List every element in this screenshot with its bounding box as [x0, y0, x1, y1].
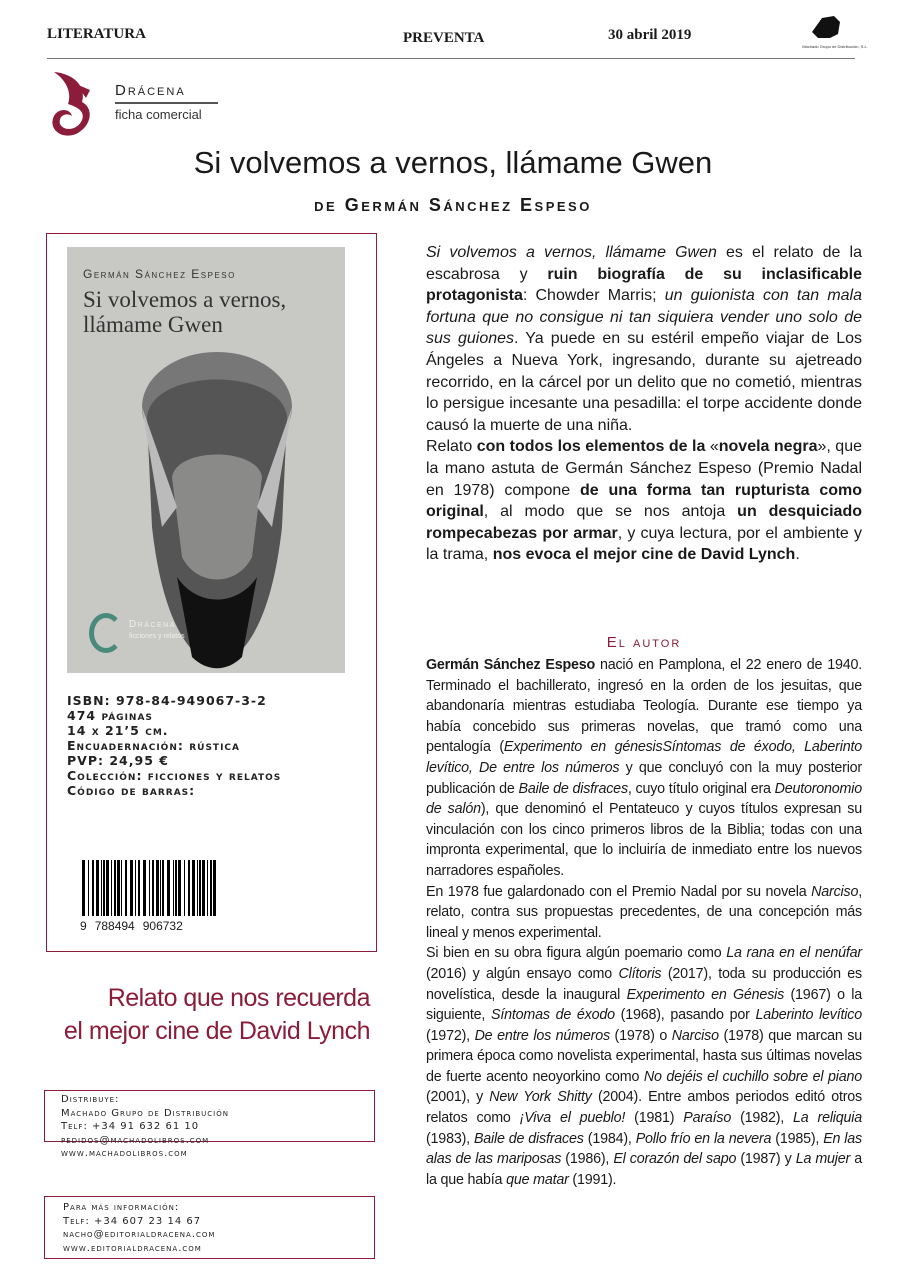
cover-title-line: llámame Gwen: [83, 312, 223, 337]
text-run: .: [795, 546, 800, 564]
text-run: Síntomas de éxodo: [491, 1007, 615, 1024]
text-run: Germán Sánchez Espeso: [426, 657, 596, 673]
book-details: [67, 693, 281, 798]
barcode-bar: [167, 860, 170, 916]
barcode-bar: [117, 860, 120, 916]
synopsis: [426, 242, 862, 566]
text-run: El corazón del sapo: [613, 1151, 737, 1168]
text-run: La rana en el nenúfar: [726, 945, 862, 962]
text-run: (2004). Entre ambos periodos editó otros relatos como: [426, 1089, 862, 1127]
brand-name: Drácena: [115, 82, 186, 99]
contact-line: Telf: +34 607 23 14 67: [63, 1215, 202, 1227]
barcode-bar: [96, 860, 99, 916]
barcode-bar: [192, 860, 195, 916]
detail-line: Encuadernación: rústica: [67, 738, 240, 753]
text-run: (2001), y: [426, 1089, 490, 1106]
text-run: Baile de disfraces: [518, 780, 628, 797]
barcode-bar: [111, 860, 112, 916]
paragraph: [426, 655, 862, 882]
text-run: De entre los números: [474, 1027, 610, 1044]
contact-line: Machado Grupo de Distribución: [61, 1107, 229, 1119]
contact-line: Distribuye:: [61, 1094, 120, 1105]
text-run: que matar: [506, 1171, 569, 1188]
tagline-line: el mejor cine de David Lynch: [63, 1017, 370, 1045]
barcode-bar: [162, 860, 164, 916]
barcode-bar: [82, 860, 85, 916]
text-run: (1982),: [731, 1110, 794, 1127]
text-run: ), que denominó el Pentateuco y cuyos títulos expresan su vinculación con los cinco primeros libros de la Biblia; todas con una impronta experimental, que lo incluiría de inmediato entre los nuevos narradores españoles.: [426, 801, 862, 879]
book-cover: [67, 247, 345, 673]
text-run: (1991).: [568, 1171, 617, 1188]
brand-subtitle: ficha comercial: [115, 107, 202, 122]
text-run: (1968), pasando por: [614, 1007, 756, 1024]
barcode-bar: [199, 860, 201, 916]
barcode-bar: [213, 860, 216, 916]
barcode-digits: 906732: [142, 919, 183, 933]
text-run: Pollo frío en la nevera: [635, 1130, 772, 1147]
text-run: . Ya puede en su estéril empeño viajar de Los Ángeles a Nueva York, ingresando, durante su ajetreado recorrido, en la cárcel por un delito que no cometió, mientras lo persigue incesante una pesadilla: el torpe accidente donde causó la muerte de una niña.: [426, 330, 863, 434]
cover-collection: ficciones y relatos: [129, 633, 185, 640]
barcode-bar: [152, 860, 154, 916]
barcode-bar: [197, 860, 198, 916]
date-label: 30 abril 2019: [608, 27, 692, 43]
text-run: Experimento en génesis: [503, 739, 663, 756]
barcode-bar: [184, 860, 185, 916]
info-box: [44, 1196, 375, 1259]
text-run: La mujer: [795, 1151, 851, 1168]
text-run: es el relato de la escabrosa y: [426, 244, 862, 283]
distribution-box: [44, 1090, 375, 1160]
text-run: En 1978 fue galardonado con el Premio Nadal por su novela: [426, 883, 812, 900]
barcode-digit: 9: [80, 919, 87, 933]
barcode-bar: [160, 860, 161, 916]
text-run: La reliquia: [793, 1110, 862, 1127]
text-run: (1983),: [426, 1130, 474, 1147]
text-run: (1981): [625, 1110, 684, 1127]
text-run: ¡Viva el pueblo!: [519, 1110, 626, 1127]
text-run: : Chowder Marris;: [522, 287, 665, 305]
barcode: [80, 860, 220, 933]
distributor-logo: [800, 10, 870, 50]
text-run: Síntomas de éxodo, Laberinto levítico, De entre los números: [426, 739, 862, 776]
text-run: Laberinto levítico: [755, 1007, 862, 1024]
text-run: nació en Pamplona, el 22 enero de 1940. Terminado el bachillerato, ingresó en la orden de los jesuitas, que abandonaría mientras estudiaba Teología. Durante ese tiempo ya había concebido sus primeras novelas, que tramó como una pentalogía (: [426, 657, 862, 756]
status-label: PREVENTA: [403, 30, 485, 46]
byline: de Germán Sánchez Espeso: [314, 195, 592, 215]
detail-line: 474 páginas: [67, 708, 153, 723]
text-run: , cuyo título original era: [627, 780, 775, 797]
detail-line: Código de barras:: [67, 783, 196, 798]
text-run: Experimento en Génesis: [626, 986, 785, 1003]
contact-line[interactable]: www.machadolibros.com: [61, 1148, 188, 1160]
paragraph: [426, 943, 862, 1190]
brand-divider: [115, 102, 218, 104]
text-run: Paraíso: [683, 1110, 732, 1127]
barcode-bar: [178, 860, 181, 916]
text-run: New York Shitty: [489, 1089, 592, 1106]
barcode-bar: [156, 860, 159, 916]
barcode-bar: [106, 860, 109, 916]
contact-line[interactable]: pedidos@machadolibros.com: [61, 1134, 210, 1146]
text-run: a la que había: [426, 1151, 862, 1188]
barcode-bar: [173, 860, 174, 916]
dracena-dragon-logo: [46, 68, 116, 143]
text-run: novela negra: [718, 438, 818, 456]
contact-line[interactable]: www.editorialdracena.com: [63, 1242, 202, 1254]
text-run: Narciso: [811, 883, 859, 900]
text-run: Deutoronomio de salón: [426, 780, 862, 818]
barcode-bar: [135, 860, 136, 916]
cover-imprint: Drácena: [129, 619, 176, 630]
text-run: En las alas de las mariposas: [426, 1130, 862, 1168]
paragraph: [426, 882, 862, 944]
text-run: (2016) y algún ensayo como: [426, 965, 619, 982]
barcode-digits: 788494: [94, 919, 135, 933]
barcode-bar: [175, 860, 177, 916]
text-run: nos evoca el mejor cine de David Lynch: [492, 546, 796, 564]
cover-title-line: Si volvemos a vernos,: [83, 287, 287, 312]
detail-line: Colección: ficciones y relatos: [67, 768, 282, 783]
barcode-bar: [202, 860, 205, 916]
barcode-bar: [149, 860, 150, 916]
barcode-bar: [88, 860, 89, 916]
text-run: Baile de disfraces: [473, 1130, 584, 1147]
text-run: (1985),: [771, 1130, 824, 1147]
text-run: (1972),: [426, 1027, 475, 1044]
text-run: (1978) que marcan su primera época como novelista experimental, hasta sus últimas novelas de fuerte acento neoyorkino como: [426, 1027, 863, 1085]
barcode-bar: [114, 860, 116, 916]
detail-line: ISBN: 978-84-949067-3-2: [67, 693, 267, 708]
barcode-bar: [101, 860, 102, 916]
barcode-bar: [210, 860, 212, 916]
contact-line: Telf: +34 91 632 61 10: [61, 1121, 200, 1133]
page-title: Si volvemos a vernos, llámame Gwen: [193, 145, 713, 180]
tagline-line: Relato que nos recuerda: [107, 984, 370, 1012]
contact-line: Para más información:: [63, 1202, 180, 1213]
svg-text:Machado Grupo de Distribución,: Machado Grupo de Distribución, S.L.: [802, 44, 868, 49]
header-divider: [47, 58, 855, 59]
barcode-bar: [125, 860, 127, 916]
paragraph: [426, 242, 862, 436]
text-run: Si bien en su obra figura algún poemario como: [426, 945, 727, 962]
text-run: Si volvemos a vernos, llámame Gwen: [426, 244, 717, 261]
text-run: con todos los elementos de la: [476, 438, 706, 456]
text-run: «: [705, 438, 719, 456]
text-run: (1987) y: [736, 1151, 796, 1168]
tagline: [20, 982, 370, 1048]
text-run: un desquiciado rompecabezas por armar: [426, 503, 862, 542]
author-heading: El autor: [606, 634, 682, 651]
barcode-bar: [103, 860, 105, 916]
barcode-bar: [138, 860, 140, 916]
barcode-bar: [143, 860, 146, 916]
text-run: un guionista con tan mala fortuna que no consigue ni tan siquiera vender uno solo de sus guiones: [426, 287, 863, 348]
cover-dragon-icon: [89, 613, 123, 653]
paragraph: [426, 436, 862, 566]
barcode-bar: [188, 860, 190, 916]
barcode-bar: [121, 860, 122, 916]
cover-author: Germán Sánchez Espeso: [83, 267, 236, 281]
detail-line: 14 x 21’5 cm.: [67, 723, 169, 738]
barcode-bars: [80, 860, 220, 916]
text-run: , al modo que se nos antoja: [483, 503, 738, 521]
text-run: ruin biografía de su inclasificable protagonista: [426, 265, 862, 305]
text-run: y que concluyó con la muy posterior publicación de: [426, 759, 862, 797]
text-run: Relato: [426, 438, 477, 456]
barcode-bar: [207, 860, 208, 916]
detail-line: PVP: 24,95 €: [67, 753, 169, 768]
contact-line[interactable]: nacho@editorialdracena.com: [63, 1229, 216, 1240]
text-run: Narciso: [671, 1027, 719, 1044]
text-run: (1978) o: [609, 1027, 672, 1044]
text-run: , y cuya lectura, por el ambiente y la trama,: [426, 524, 862, 564]
text-run: (2017), toda su producción es novelística, desde la inaugural: [426, 965, 862, 1003]
barcode-bar: [130, 860, 133, 916]
text-run: No dejéis el cuchillo sobre el piano: [643, 1068, 862, 1085]
section-label: LITERATURA: [47, 26, 146, 42]
text-run: (1967) o la siguiente,: [426, 986, 862, 1024]
author-bio: [426, 655, 862, 1190]
text-run: Clítoris: [618, 965, 662, 982]
text-run: de una forma tan rupturista como original: [426, 481, 863, 521]
text-run: , relato, contra sus propuestas precedentes, de una concepción más lineal y menos experimental.: [426, 883, 862, 941]
text-run: (1986),: [561, 1151, 614, 1168]
text-run: », que la mano astuta de Germán Sánchez Espeso (Premio Nadal en 1978) compone: [426, 438, 862, 499]
barcode-bar: [92, 860, 94, 916]
text-run: (1984),: [583, 1130, 636, 1147]
